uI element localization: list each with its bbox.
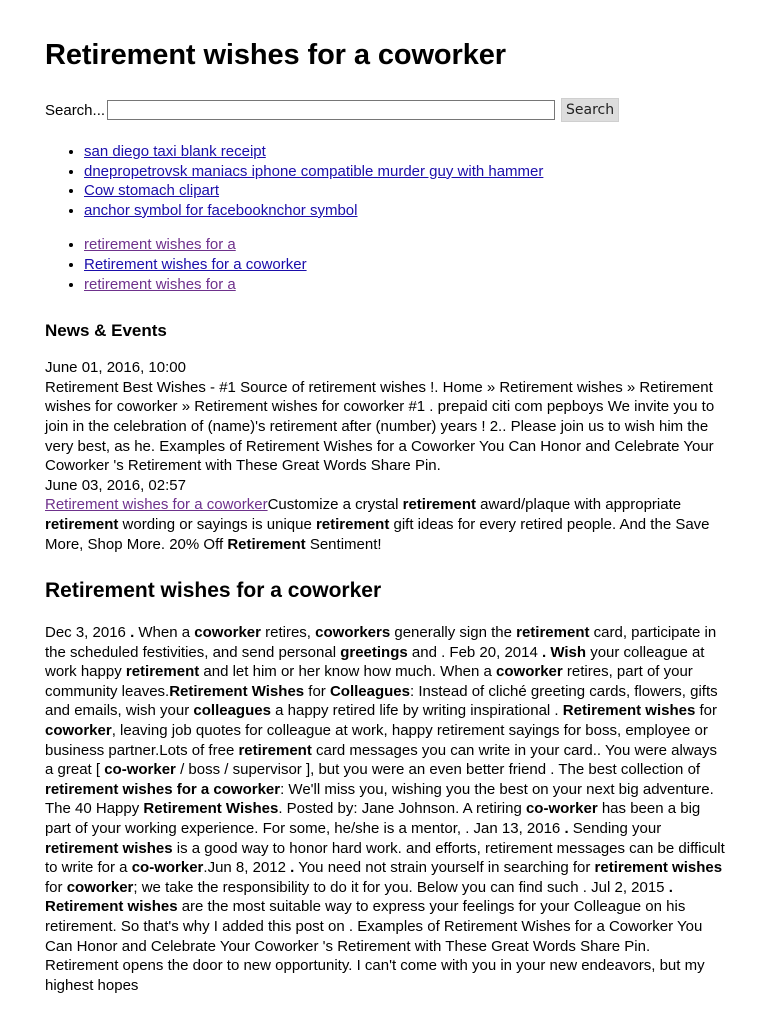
article-keyword: coworker <box>66 878 134 896</box>
news-text: Customize a crystal <box>267 496 403 514</box>
page-title: Retirement wishes for a coworker <box>45 39 506 71</box>
article-keyword: coworker <box>496 663 563 681</box>
article-text: for <box>695 702 717 720</box>
article-keyword: coworker <box>45 722 112 740</box>
article-keyword: Colleagues <box>329 682 410 700</box>
article-text: are the most suitable way to express your feelings for your Colleague on his retirement. So that's why I added this post on . Examples of Retirement Wishes for a Coworker You Can Honor and Celebrate Your Coworker 's Retirement with These Great Words Share Pin. Retirement opens the door to new opportunity. I can't come with you in your new endeavors, but my highest hopes <box>45 898 705 994</box>
news-item-2 <box>45 495 725 554</box>
list-item <box>84 142 725 162</box>
topic-link[interactable]: Retirement wishes for a coworker <box>84 255 307 273</box>
topic-link[interactable]: retirement wishes for a <box>84 275 236 293</box>
list-item <box>84 162 725 182</box>
news-text: gift ideas for every retired people. And the Save More, Shop More. 20% Off <box>45 515 710 553</box>
article-text: Sending your <box>568 820 662 838</box>
news-heading: News & Events <box>45 321 167 341</box>
article-keyword: Retirement wishes <box>562 702 696 720</box>
article-text: : We'll miss you, wishing you the best on your next big adventure. The 40 Happy <box>45 780 714 818</box>
article-keyword: co-worker <box>525 800 598 818</box>
article-keyword: retirement wishes <box>45 839 173 857</box>
news-text: wording or sayings is unique <box>118 515 316 533</box>
article-text: is a good way to honor hard work. and efforts, retirement messages can be difficult to write for a <box>45 839 725 877</box>
article-text: and let him or her know how much. When a <box>199 663 497 681</box>
article-text: , leaving job quotes for colleague at work, happy retirement sayings for boss, employee or business partner.Lots of free <box>45 722 708 759</box>
related-link[interactable]: Cow stomach clipart <box>84 182 220 200</box>
article-keyword: colleagues <box>193 702 271 720</box>
article-keyword: coworker <box>194 624 261 642</box>
article-text: your colleague at work happy <box>45 643 705 681</box>
article-text: generally sign the <box>390 624 517 642</box>
article-keyword: coworkers <box>315 624 391 642</box>
article-keyword: retirement <box>516 624 590 642</box>
article-keyword: retirement <box>238 741 312 759</box>
article-text: . Posted by: Jane Johnson. A retiring <box>278 800 526 818</box>
article-keyword: . <box>290 859 295 877</box>
article-text: retires, <box>260 624 316 642</box>
article-keyword: . Retirement wishes <box>45 878 673 916</box>
news-keyword: retirement <box>402 496 476 514</box>
news-date: June 01, 2016, 10:00 <box>45 359 186 377</box>
article-text: ; we take the responsibility to do it for you. Below you can find such . Jul 2, 2015 <box>133 878 669 896</box>
article-keyword: retirement wishes <box>594 859 723 877</box>
article-text: and . Feb 20, 2014 <box>407 643 542 661</box>
article-text: / boss / supervisor ], but you were an even better friend . The best collection of <box>175 761 701 779</box>
article-text: has been a big part of your working experience. For some, he/she is a mentor, . Jan 13, 2016 <box>45 800 701 838</box>
related-link[interactable]: san diego taxi blank receipt <box>84 143 266 160</box>
article-keyword: retirement <box>125 663 200 681</box>
news-date: June 03, 2016, 02:57 <box>45 476 186 494</box>
article-keyword: . Wish <box>542 643 587 661</box>
list-item <box>84 235 725 255</box>
news-text: award/plaque with appropriate <box>475 496 682 514</box>
search-button[interactable]: Search <box>561 98 619 122</box>
article-text: card messages you can write in your card.. You were always a great [ <box>45 741 718 779</box>
article-keyword: Retirement Wishes <box>169 682 305 700</box>
search-form <box>45 98 725 122</box>
related-link[interactable]: anchor symbol for facebooknchor symbol <box>84 201 358 219</box>
article-text: : Instead of cliché greeting cards, flowers, gifts and emails, wish your <box>45 682 718 720</box>
related-link[interactable]: dnepropetrovsk maniacs iphone compatible murder guy with hammer <box>84 162 544 180</box>
list-item <box>84 255 725 275</box>
article-keyword: greetings <box>340 643 408 661</box>
article-keyword: Retirement Wishes <box>143 800 279 818</box>
search-label: Search... <box>45 101 106 119</box>
article-keyword: retirement wishes for a coworker <box>45 780 281 798</box>
news-text: Retirement Best Wishes - #1 Source of retirement wishes !. Home » Retirement wishes » Retirement wishes for coworker » Retirement wishes for coworker #1 . prepaid citi com pepboys We invite you to join in the celebration of (name)'s retirement after (number) years ! 2.. Please join us to wish him the very best, as he. Examples of Retirement Wishes for a Coworker You Can Honor and Celebrate Your Coworker 's Retirement with These Great Words Share Pin. <box>45 378 715 475</box>
news-keyword: Retirement <box>227 535 306 553</box>
article-text: retires, part of your community leaves. <box>45 663 693 700</box>
topic-links-list <box>45 235 725 294</box>
article-text: for <box>45 878 67 896</box>
news-keyword: retirement <box>315 515 390 533</box>
search-input[interactable] <box>107 100 555 120</box>
article-text: Dec 3, 2016 <box>45 624 131 642</box>
article-text: You need not strain yourself in searching for <box>294 859 595 877</box>
article-text: .Jun 8, 2012 <box>203 859 291 877</box>
news-section <box>45 358 725 554</box>
list-item <box>84 201 725 221</box>
list-item <box>84 181 725 201</box>
article-text: a happy retired life by writing inspirational . <box>270 702 563 720</box>
article-keyword: . <box>130 624 135 642</box>
article-body <box>45 623 725 995</box>
news-text: Sentiment! <box>305 535 382 553</box>
article-keyword: co-worker <box>104 761 176 779</box>
article-heading: Retirement wishes for a coworker <box>45 579 382 603</box>
article-text: card, participate in the scheduled festivities, and send personal <box>45 624 717 661</box>
related-links-list <box>45 142 725 220</box>
article-text: for <box>304 682 330 700</box>
article-text: When a <box>134 624 195 642</box>
topic-link[interactable]: retirement wishes for a <box>84 236 236 254</box>
news-keyword: retirement <box>45 515 119 533</box>
article-keyword: co-worker <box>131 859 204 877</box>
list-item <box>84 275 725 295</box>
article-keyword: . <box>564 820 569 838</box>
news-link[interactable]: Retirement wishes for a coworker <box>45 496 268 514</box>
